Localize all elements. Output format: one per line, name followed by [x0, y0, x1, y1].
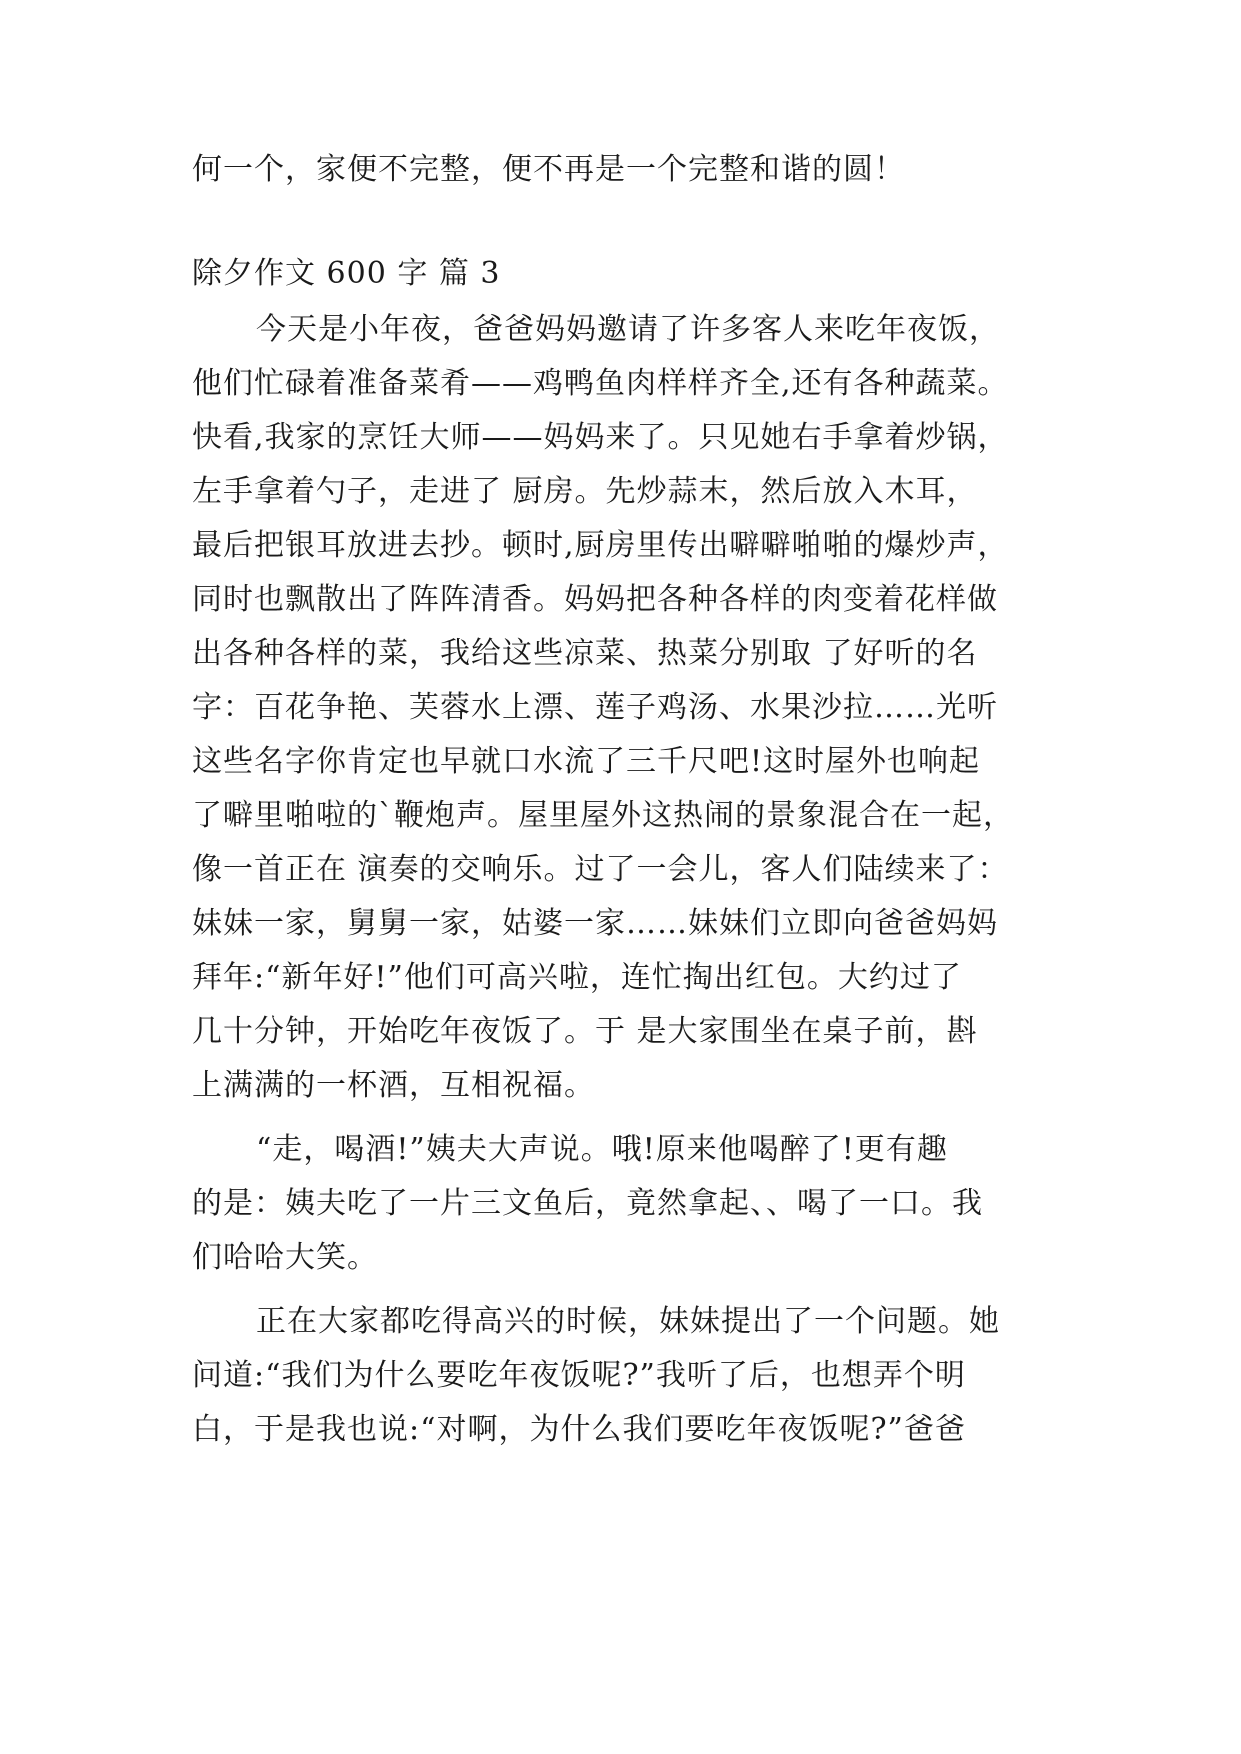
paragraph-line: 快看,我家的烹饪大师——妈妈来了。只见她右手拿着炒锅，	[192, 420, 1009, 455]
section-heading: 除夕作文 600 字 篇 3	[192, 256, 501, 291]
paragraph-line: 出各种各样的菜，我给这些凉菜、热菜分别取 了好听的名	[192, 636, 978, 671]
paragraph-line: 上满满的一杯酒，互相祝福。	[192, 1068, 595, 1103]
paragraph-line: 们哈哈大笑。	[192, 1240, 378, 1275]
paragraph-line: 像一首正在 演奏的交响乐。过了一会儿，客人们陆续来了：	[192, 852, 1009, 887]
paragraph-line: “走，喝酒!”姨夫大声说。哦!原来他喝醉了!更有趣	[256, 1132, 948, 1167]
paragraph-line: 这些名字你肯定也早就口水流了三千尺吧!这时屋外也响起	[192, 744, 981, 779]
paragraph-line: 拜年:“新年好!”他们可高兴啦，连忙掏出红包。大约过了	[192, 960, 962, 995]
paragraph-line: 几十分钟，开始吃年夜饭了。于 是大家围坐在桌子前，斟	[192, 1014, 978, 1049]
paragraph-line: 问道:“我们为什么要吃年夜饭呢?”我听了后，也想弄个明	[192, 1358, 966, 1393]
paragraph-line: 同时也飘散出了阵阵清香。妈妈把各种各样的肉变着花样做	[192, 582, 998, 617]
paragraph-line: 白，于是我也说:“对啊，为什么我们要吃年夜饭呢?”爸爸	[192, 1412, 966, 1447]
paragraph-line: 妹妹一家，舅舅一家，姑婆一家……妹妹们立即向爸爸妈妈	[192, 906, 998, 941]
paragraph-line: 最后把银耳放进去抄。顿时,厨房里传出噼噼啪啪的爆炒声，	[192, 528, 1009, 563]
carry-over-line: 何一个，家便不完整，便不再是一个完整和谐的圆！	[192, 152, 905, 187]
paragraph-line: 今天是小年夜，爸爸妈妈邀请了许多客人来吃年夜饭，	[256, 312, 1000, 347]
paragraph-line: 的是：姨夫吃了一片三文鱼后，竟然拿起、、喝了一口。我	[192, 1186, 983, 1221]
paragraph-line: 正在大家都吃得高兴的时候，妹妹提出了一个问题。她	[256, 1304, 1000, 1339]
paragraph-line: 字：百花争艳、芙蓉水上漂、莲子鸡汤、水果沙拉……光听	[192, 690, 998, 725]
paragraph-line: 左手拿着勺子，走进了 厨房。先炒蒜末，然后放入木耳，	[192, 474, 978, 509]
paragraph-line: 他们忙碌着准备菜肴——鸡鸭鱼肉样样齐全,还有各种蔬菜。	[192, 366, 1009, 401]
paragraph-line: 了噼里啪啦的`鞭炮声。屋里屋外这热闹的景象混合在一起，	[192, 798, 1014, 833]
